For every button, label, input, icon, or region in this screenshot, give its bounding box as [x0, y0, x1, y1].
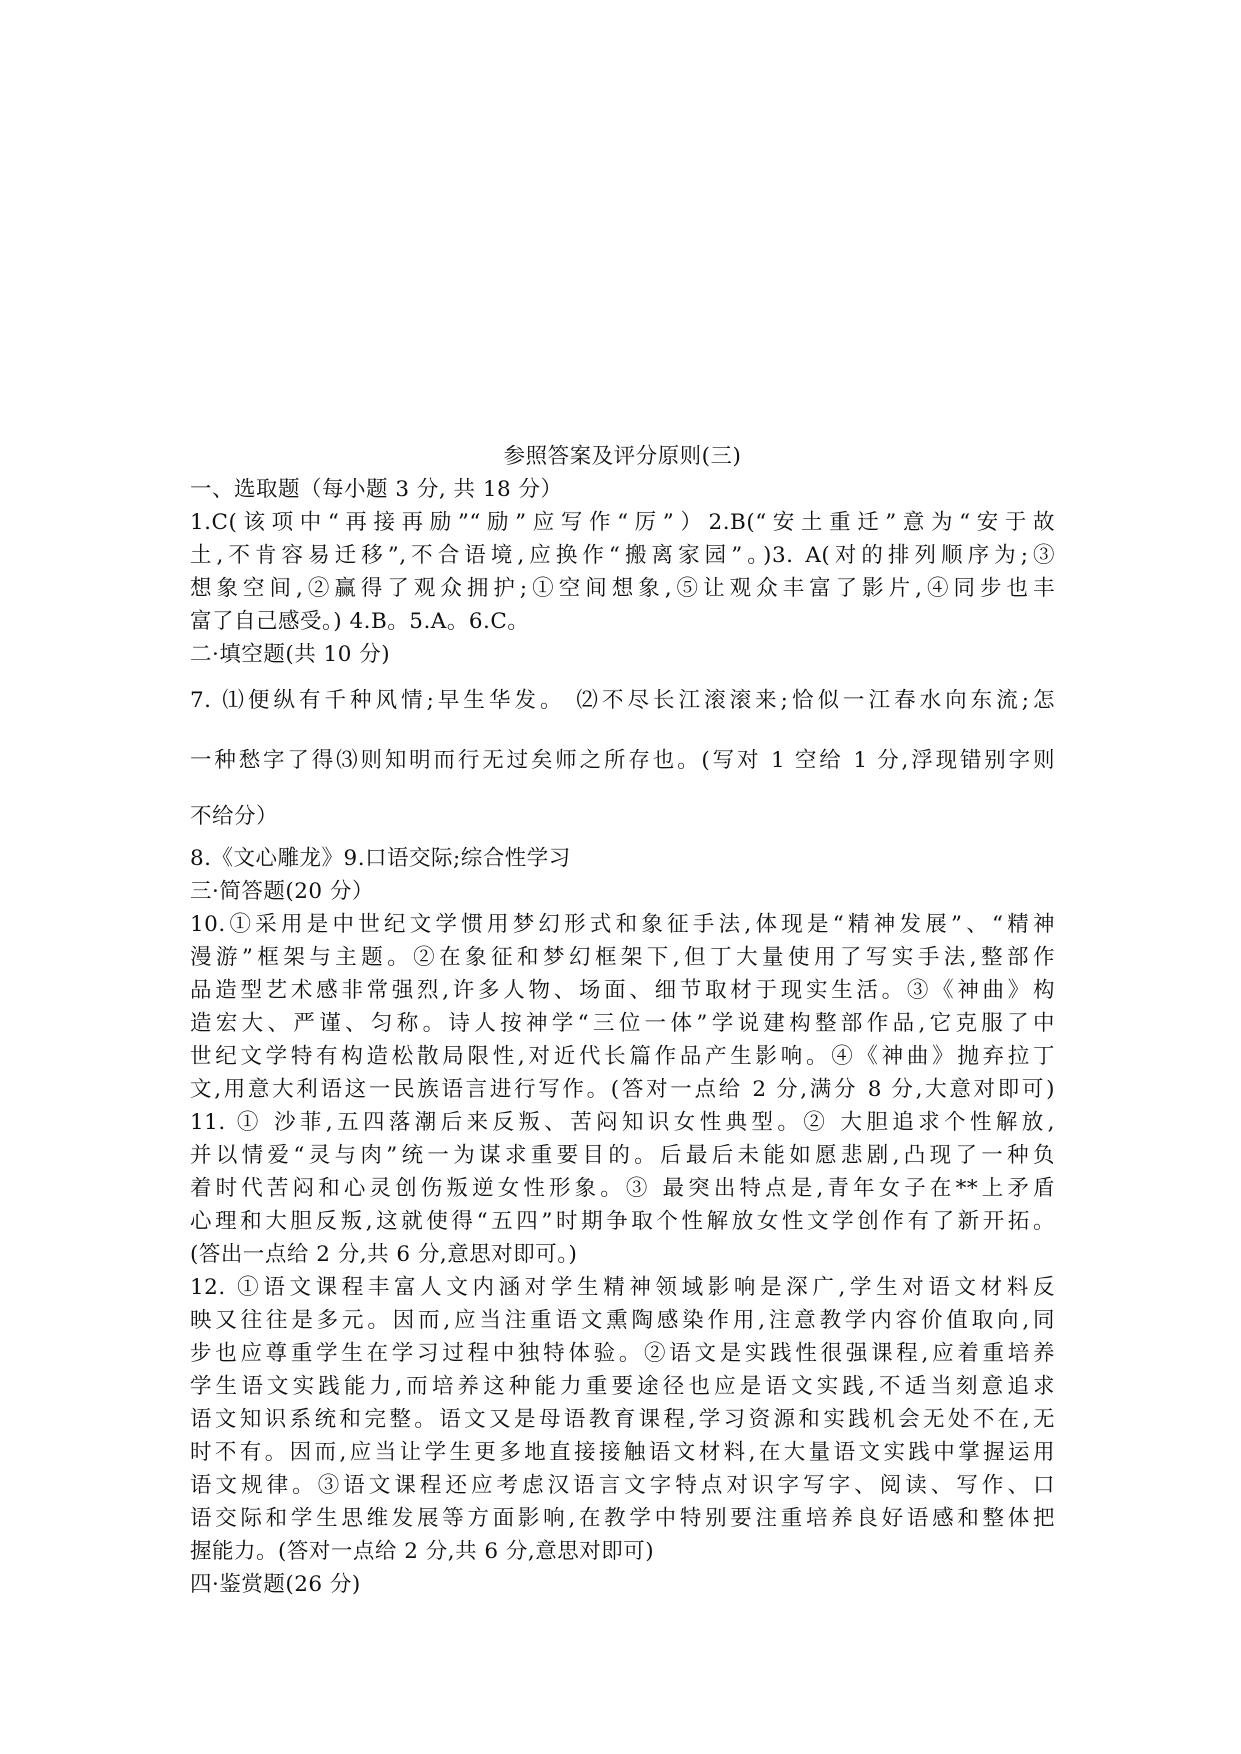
text-line: 语文规律。③语文课程还应考虑汉语言文字特点对识字写字、阅读、写作、口 [190, 1473, 1055, 1498]
text-line: 12. ①语文课程丰富人文内涵对学生精神领域影响是深广,学生对语文材料反 [190, 1275, 1055, 1300]
document-title: 参照答案及评分原则(三) [503, 444, 742, 469]
text-line: 土,不肯容易迁移”,不合语境,应换作“搬离家园”。)3. A(对的排列顺序为;③ [190, 543, 1055, 568]
text-line: 心理和大胆反叛,这就使得“五四”时期争取个性解放女性文学创作有了新开拓。 [190, 1209, 1055, 1234]
text-line: 7. ⑴便纵有千种风情;早生华发。 ⑵不尽长江滚滚来;恰似一江春水向东流;怎 [190, 688, 1055, 713]
text-line: 10.①采用是中世纪文学惯用梦幻形式和象征手法,体现是“精神发展”、“精神 [190, 912, 1055, 937]
text-line: 语交际和学生思维发展等方面影响,在教学中特别要注重培养良好语感和整体把 [190, 1506, 1055, 1531]
text-line: 造宏大、严谨、匀称。诗人按神学“三位一体”学说建构整部作品,它克服了中 [190, 1011, 1055, 1036]
section-heading-choice: 一、选取题（每小题 3 分, 共 18 分） [190, 477, 563, 502]
answer-key-content [190, 440, 1055, 1601]
text-line: 着时代苦闷和心灵创伤叛逆女性形象。③ 最突出特点是,青年女子在**上矛盾 [190, 1176, 1055, 1201]
text-line: 想象空间,②赢得了观众拥护;①空间想象,⑤让观众丰富了影片,④同步也丰 [190, 576, 1055, 601]
section-heading-appreciation: 四·鉴赏题(26 分) [190, 1572, 361, 1597]
text-line: 不给分） [190, 804, 279, 829]
text-line: 语文知识系统和完整。语文又是母语教育课程,学习资源和实践机会无处不在,无 [190, 1407, 1055, 1432]
text-line: 11. ① 沙菲,五四落潮后来反叛、苦闷知识女性典型。② 大胆追求个性解放, [190, 1110, 1055, 1135]
text-line: 漫游”框架与主题。②在象征和梦幻框架下,但丁大量使用了写实手法,整部作 [190, 945, 1055, 970]
text-line: 世纪文学特有构造松散局限性,对近代长篇作品产生影响。④《神曲》抛弃拉丁 [190, 1044, 1055, 1069]
section-heading-short-answer: 三·简答题(20 分） [190, 879, 374, 904]
text-line: 8.《文心雕龙》9.口语交际;综合性学习 [190, 846, 571, 871]
text-line: 1.C(该项中“再接再励”“励”应写作“厉”）2.B(“安土重迁”意为“安于故 [190, 510, 1055, 535]
text-line: 学生语文实践能力,而培养这种能力重要途径也应是语文实践,不适当刻意追求 [190, 1374, 1055, 1399]
section-heading-fill: 二·填空题(共 10 分) [190, 642, 391, 667]
text-line: 步也应尊重学生在学习过程中独特体验。②语文是实践性很强课程,应着重培养 [190, 1341, 1055, 1366]
text-line: 握能力。(答对一点给 2 分,共 6 分,意思对即可) [190, 1539, 655, 1564]
text-line: 品造型艺术感非常强烈,许多人物、场面、细节取材于现实生活。③《神曲》构 [190, 978, 1055, 1003]
text-line: 富了自己感受。) 4.B。5.A。6.C。 [190, 609, 530, 634]
text-line: 文,用意大利语这一民族语言进行写作。(答对一点给 2 分,满分 8 分,大意对即可) [190, 1077, 1055, 1102]
text-line: 一种愁字了得⑶则知明而行无过矣师之所存也。(写对 1 空给 1 分,浮现错别字则 [190, 748, 1055, 773]
text-line: (答出一点给 2 分,共 6 分,意思对即可。) [190, 1242, 578, 1267]
text-line: 映又往往是多元。因而,应当注重语文熏陶感染作用,注意教学内容价值取向,同 [190, 1308, 1055, 1333]
text-line: 时不有。因而,应当让学生更多地直接接触语文材料,在大量语文实践中掌握运用 [190, 1440, 1055, 1465]
text-line: 并以情爱“灵与肉”统一为谋求重要目的。后最后未能如愿悲剧,凸现了一种负 [190, 1143, 1055, 1168]
